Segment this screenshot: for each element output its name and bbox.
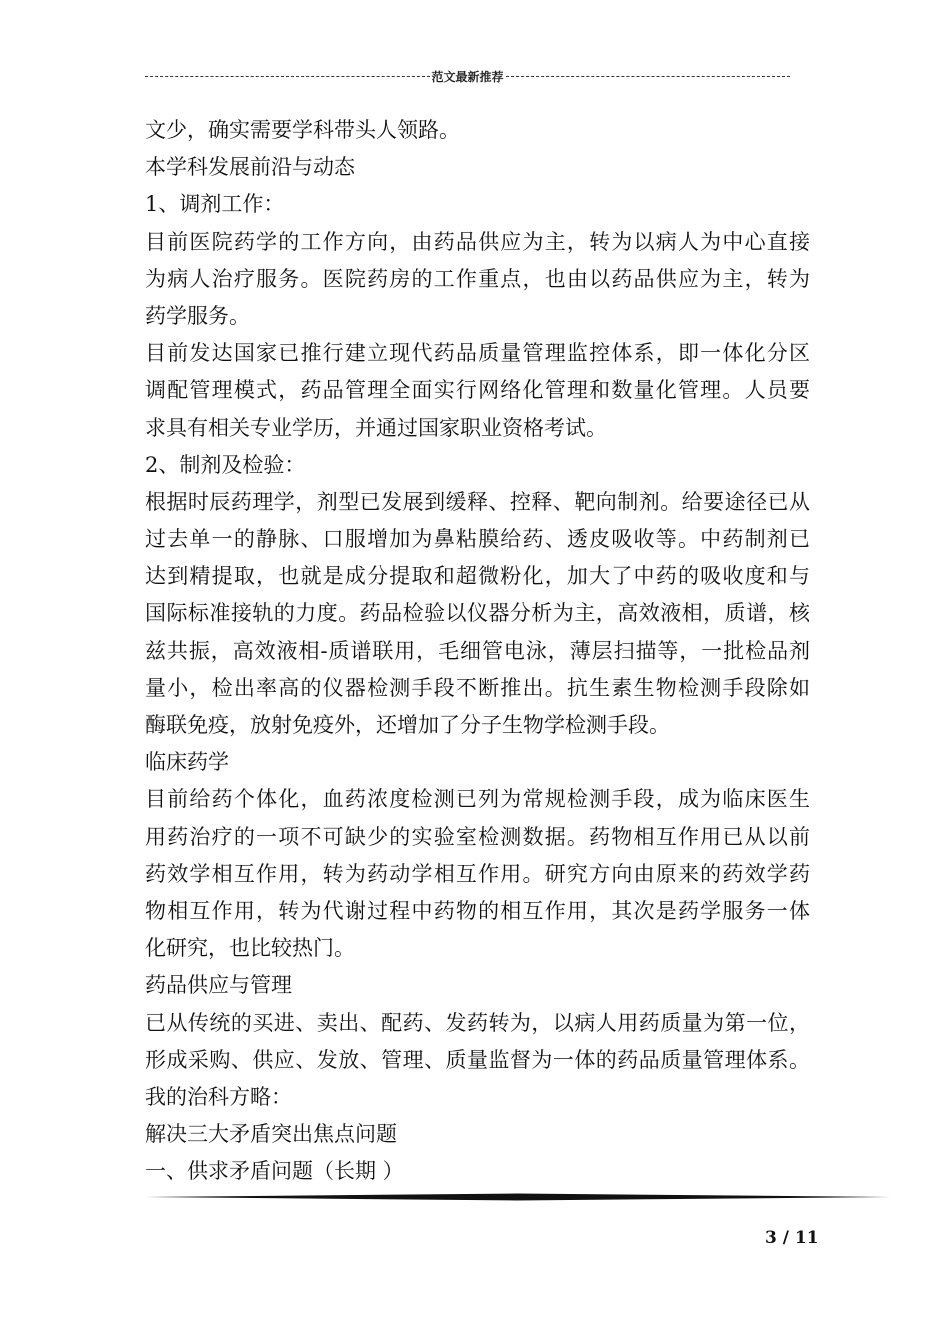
text-line: 临床药学 bbox=[145, 750, 229, 775]
header-divider-right bbox=[506, 76, 791, 77]
text-line: 我的治科方略： bbox=[145, 1084, 292, 1109]
page-number: 3 / 11 bbox=[765, 1228, 819, 1248]
text-line: 一、供求矛盾问题（长期 ） bbox=[145, 1159, 404, 1184]
header-divider-left bbox=[145, 76, 430, 77]
text-line: 国际标准接轨的力度。药品检验以仪器分析为主，高效液相，质谱，核 bbox=[145, 601, 810, 626]
text-line: 目前发达国家已推行建立现代药品质量管理监控体系，即一体化分区 bbox=[145, 341, 810, 366]
header-title: 范文最新推荐 bbox=[431, 69, 504, 84]
text-line: 已从传统的买进、卖出、配药、发药转为，以病人用药质量为第一位， bbox=[145, 1010, 810, 1035]
text-line: 求具有相关专业学历，并通过国家职业资格考试。 bbox=[145, 415, 607, 440]
text-line: 解决三大矛盾突出焦点问题 bbox=[145, 1122, 397, 1147]
text-line: 过去单一的静脉、口服增加为鼻粘膜给药、透皮吸收等。中药制剂已 bbox=[145, 527, 810, 552]
text-line: 本学科发展前沿与动态 bbox=[145, 155, 355, 180]
page-header bbox=[145, 66, 790, 86]
text-line: 形成采购、供应、发放、管理、质量监督为一体的药品质量管理体系。 bbox=[145, 1047, 810, 1072]
document-body bbox=[145, 112, 810, 1190]
text-line: 用药治疗的一项不可缺少的实验室检测数据。药物相互作用已从以前 bbox=[145, 824, 810, 849]
text-line: 1、调剂工作： bbox=[145, 192, 285, 217]
text-line: 目前给药个体化，血药浓度检测已列为常规检测手段，成为临床医生 bbox=[145, 787, 810, 812]
footer-rule bbox=[145, 1193, 890, 1201]
text-line: 根据时辰药理学，剂型已发展到缓释、控释、靶向制剂。给要途径已从 bbox=[145, 489, 810, 514]
text-line: 文少，确实需要学科带头人领路。 bbox=[145, 118, 460, 142]
text-line: 物相互作用，转为代谢过程中药物的相互作用，其次是药学服务一体 bbox=[145, 898, 810, 923]
text-line: 达到精提取，也就是成分提取和超微粉化，加大了中药的吸收度和与 bbox=[145, 564, 810, 589]
text-line: 兹共振，高效液相-质谱联用，毛细管电泳，薄层扫描等，一批检品剂 bbox=[145, 638, 810, 663]
text-line: 酶联免疫，放射免疫外，还增加了分子生物学检测手段。 bbox=[145, 713, 670, 737]
text-line: 药效学相互作用，转为药动学相互作用。研究方向由原来的药效学药 bbox=[145, 861, 810, 886]
text-line: 目前医院药学的工作方向，由药品供应为主，转为以病人为中心直接 bbox=[145, 229, 810, 254]
text-line: 2、制剂及检验： bbox=[145, 452, 306, 477]
text-line: 为病人治疗服务。医院药房的工作重点，也由以药品供应为主，转为 bbox=[145, 266, 810, 291]
text-line: 量小，检出率高的仪器检测手段不断推出。抗生素生物检测手段除如 bbox=[145, 675, 810, 700]
text-line: 化研究，也比较热门。 bbox=[145, 936, 355, 961]
text-line: 调配管理模式，药品管理全面实行网络化管理和数量化管理。人员要 bbox=[145, 378, 810, 403]
text-line: 药品供应与管理 bbox=[145, 973, 292, 998]
text-line: 药学服务。 bbox=[145, 303, 250, 328]
